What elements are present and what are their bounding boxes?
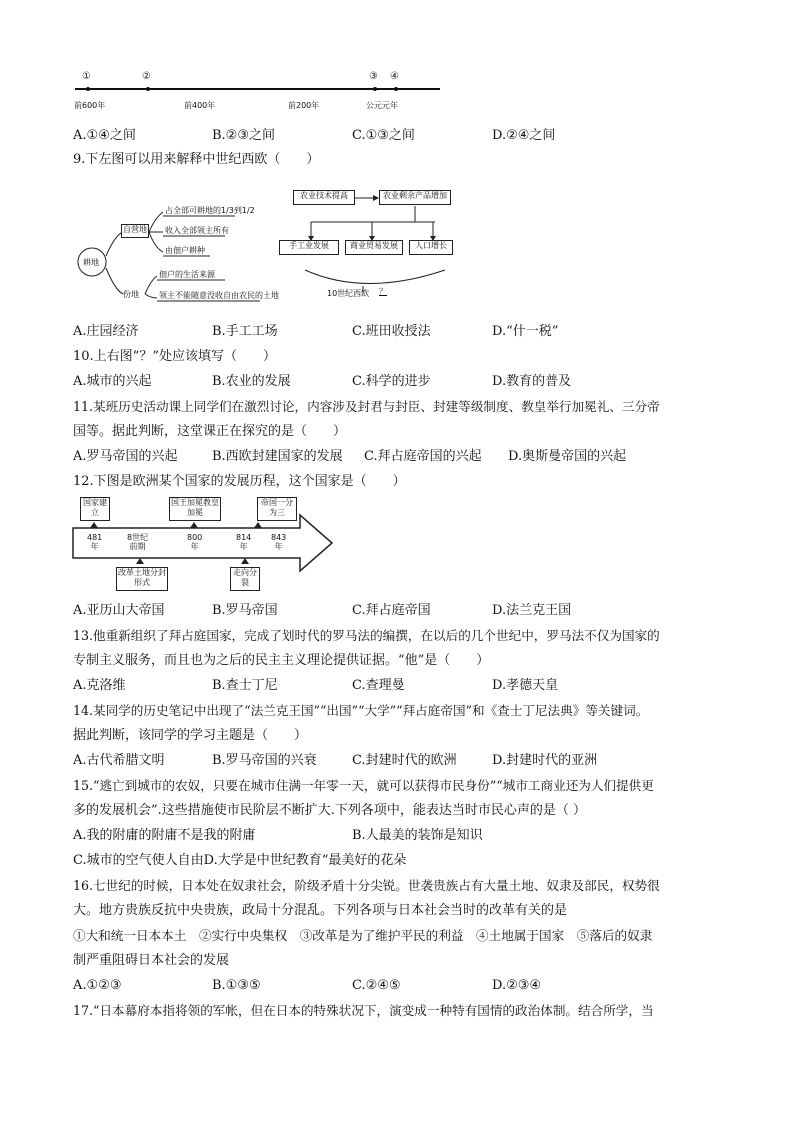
q11-option-a: A.罗马帝国的兴起 [73,449,178,464]
box-split: 走向分裂 [230,567,260,591]
box-trade: 商业贸易发展 [345,240,403,255]
q10-option-c: C.科学的进步 [352,374,431,389]
q9-left-diagram [75,190,279,310]
timeline-label: 前400年 [184,101,216,110]
q14-option-a: A.古代希腊文明 [73,753,165,768]
q13-option-d: D.孝德天皇 [492,678,559,693]
box-handicraft: 手工业发展 [279,240,339,255]
q13-option-b: B.查士丁尼 [212,678,278,693]
demesne-item: 占全部可耕地的1/3到1/2 [165,206,255,215]
q15-stem-2: 多的发展机会”.这些措施使市民阶层不断扩大.下列各项中，能表达当时市民心声的是（ ） [73,803,587,818]
q16-option-a: A.①②③ [73,978,122,993]
tenancy-item: 领主不能随意没收自由农民的土地 [159,291,279,300]
q15-option-b: B.人最美的装饰是知识 [352,828,483,843]
q13-stem-2: 专制主义服务，而且也为之后的民主主义理论提供证据。“他”是（ ） [73,653,490,668]
tenancy-item: 佃户的生活来源 [159,270,215,279]
demesne-item: 收入全部领主所有 [165,226,229,235]
q16-option-b: B.①③⑤ [212,978,261,993]
q8-option-b: B.②③之间 [212,128,275,143]
question-mark: ？ [379,287,387,296]
box-coronation: 国王加冕教皇加冕 [169,497,221,521]
q15-option-a: A.我的附庸的附庸不是我的附庸 [73,828,256,843]
q14-option-c: C.封建时代的欧洲 [352,753,457,768]
q12-option-a: A.亚历山大帝国 [73,603,165,618]
q12-diagram [70,495,340,595]
q12-option-b: B.罗马帝国 [212,603,278,618]
q9-option-d: D.“什一税” [492,324,559,339]
box-division: 帝国一分为三 [257,497,297,521]
q14-option-b: B.罗马帝国的兴衰 [212,753,317,768]
branch-demesne: 自营地 [121,224,149,238]
q16-stem-4: 制严重阻碍日本社会的发展 [73,953,230,968]
q11-stem-1: 11.某班历史活动课上同学们在激烈讨论，内容涉及封君与封臣、封建等级制度、教皇举行加冕礼、三分帝 [73,399,660,414]
bottom-label: 10世纪西欧 [327,289,370,298]
timeline-marker-2: ② [142,71,151,82]
year-843: 843 年 [271,533,287,551]
year-8th-century: 8世纪 前期 [127,533,149,551]
q13-option-a: A.克洛维 [73,678,126,693]
q9-option-b: B.手工工场 [212,324,278,339]
box-founding: 国家建立 [80,497,110,521]
q11-option-c: C.拜占庭帝国的兴起 [364,449,482,464]
q16-stem-3: ①大和统一日本本土 ②实行中央集权 ③改革是为了维护平民的利益 ④土地属于国家 ⑤落后的奴隶 [73,928,653,943]
q13-option-c: C.查理曼 [352,678,405,693]
q13-stem-1: 13.他重新组织了拜占庭国家，完成了划时代的罗马法的编撰，在以后的几个世纪中，罗马法不仅为国家的 [73,628,660,643]
q15-option-d: D.大学是中世纪教育“最美好的花朵 [203,853,407,868]
year-800: 800 年 [187,533,203,551]
q16-option-d: D.②③④ [492,978,542,993]
year-814: 814 年 [236,533,252,551]
q9-right-diagram [275,182,455,307]
q9-option-a: A.庄园经济 [73,324,139,339]
q10-option-d: D.教育的普及 [492,374,572,389]
year-481: 481 年 [87,533,103,551]
q9-option-c: C.班田收授法 [352,324,431,339]
q10-option-b: B.农业的发展 [212,374,291,389]
q12-option-d: D.法兰克王国 [492,603,572,618]
q16-stem-2: 大。地方贵族反抗中央贵族，政局十分混乱。下列各项与日本社会当时的改革有关的是 [73,903,568,918]
box-population: 人口增长 [409,240,453,255]
demesne-item: 由佃户耕种 [165,246,205,255]
q16-stem-1: 16.七世纪的时候，日本处在奴隶社会，阶级矛盾十分尖锐。世袭贵族占有大量土地、奴隶及部民，权势很 [73,878,660,893]
q14-option-d: D.封建时代的亚洲 [492,753,598,768]
q15-option-c: C.城市的空气使人自由 [73,853,204,868]
timeline [70,68,450,116]
q9-stem: 9.下左图可以用来解释中世纪西欧（ ） [73,152,320,167]
q16-option-c: C.②④⑤ [352,978,401,993]
q14-stem-2: 据此判断，该同学的学习主题是（ ） [73,728,308,743]
q12-option-c: C.拜占庭帝国 [352,603,431,618]
q8-option-d: D.②④之间 [492,128,556,143]
q17-stem-1: 17.“日本幕府本指将领的军帐，但在日本的特殊状况下，演变成一种特有国情的政治体制。结合所学，当 [73,1003,654,1018]
timeline-label: 前200年 [288,101,320,110]
branch-tenancy: 份地 [123,290,139,299]
box-land-reform: 改革土地分封形式 [116,567,168,591]
diagram-root: 耕地 [83,258,99,267]
box-tech: 农业技术提高 [293,190,355,205]
q11-option-d: D.奥斯曼帝国的兴起 [508,449,627,464]
q15-options-cd [73,852,406,870]
q12-stem: 12.下图是欧洲某个国家的发展历程，这个国家是（ ） [73,474,406,489]
timeline-label: 公元元年 [366,101,398,110]
q14-stem-1: 14.某同学的历史笔记中出现了“法兰克王国”“出国”“大学”“拜占庭帝国”和《查士丁尼法典》等关键词。 [73,703,649,718]
q8-option-a: A.①④之间 [73,128,136,143]
timeline-marker-3: ③ [369,71,378,82]
box-surplus: 农业剩余产品增加 [379,190,451,205]
timeline-label: 前600年 [74,101,106,110]
q11-stem-2: 国等。据此判断，这堂课正在探究的是（ ） [73,424,347,439]
timeline-marker-1: ① [82,71,91,82]
q11-option-b: B.西欧封建国家的发展 [212,449,343,464]
q10-option-a: A.城市的兴起 [73,374,152,389]
timeline-marker-4: ④ [390,71,399,82]
q8-option-c: C.①③之间 [352,128,415,143]
q15-stem-1: 15.“逃亡到城市的农奴，只要在城市住满一年零一天，就可以获得市民身份”“城市工商业还为人们提供更 [73,778,654,793]
q10-stem: 10.上右图“？”处应该填写（ ） [73,349,276,364]
